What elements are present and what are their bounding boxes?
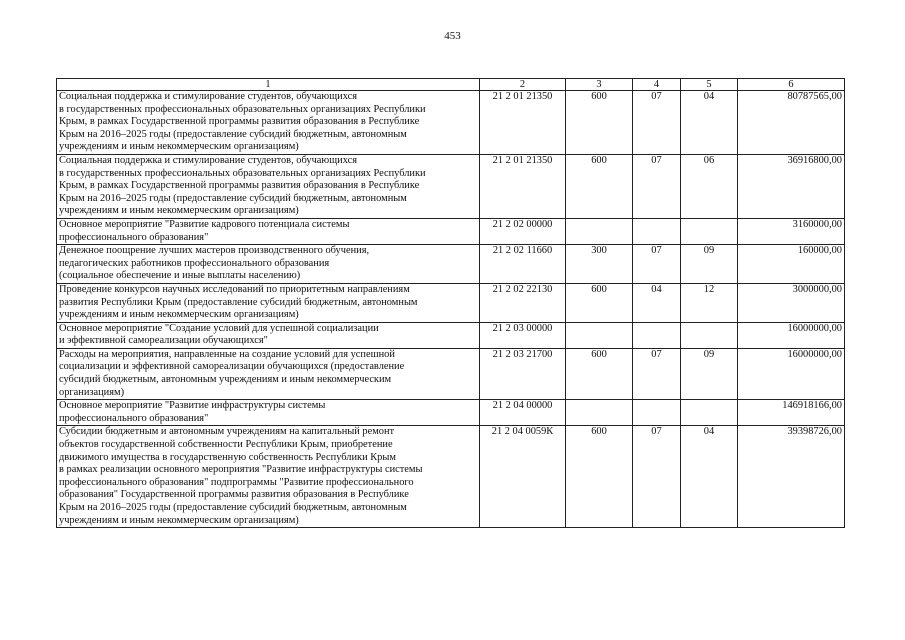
table-header-row xyxy=(57,79,845,91)
description-line: Основное мероприятие "Создание условий для успешной социализации xyxy=(59,322,379,334)
amount-value: 16000000,00 xyxy=(738,348,845,399)
section-code: 04 xyxy=(633,283,681,322)
description-line: Крым на 2016–2025 годы (предоставление субсидий бюджетным, автономным xyxy=(59,128,407,140)
section-code: 07 xyxy=(633,426,681,528)
description-line: профессионального образования" xyxy=(59,412,209,424)
budget-classification-code: 21 2 04 00000 xyxy=(480,400,566,426)
row-description xyxy=(57,154,480,218)
description-line: Социальная поддержка и стимулирование студентов, обучающихся xyxy=(59,154,358,166)
description-line: учреждениям и иным некоммерческим организациям) xyxy=(59,309,299,321)
expense-type-code: 300 xyxy=(566,245,633,284)
expense-type-code: 600 xyxy=(566,426,633,528)
description-line: Крым, в рамках Государственной программы развития образования в Республике xyxy=(59,116,420,128)
budget-classification-code: 21 2 03 21700 xyxy=(480,348,566,399)
section-code: 07 xyxy=(633,245,681,284)
description-line: в государственных профессиональных образовательных организациях Республики xyxy=(59,167,426,179)
description-line: развития Республики Крым (предоставление субсидий бюджетным, автономным xyxy=(59,296,418,308)
description-line: Основное мероприятие "Развитие кадрового потенциала системы xyxy=(59,218,350,230)
amount-value: 3000000,00 xyxy=(738,283,845,322)
expense-type-code xyxy=(566,400,633,426)
description-line: учреждениям и иным некоммерческим организациям) xyxy=(59,205,299,217)
table-body xyxy=(57,91,845,528)
subsection-code xyxy=(681,218,738,244)
amount-value: 3160000,00 xyxy=(738,218,845,244)
table-row xyxy=(57,283,845,322)
expense-type-code: 600 xyxy=(566,283,633,322)
section-code xyxy=(633,322,681,348)
budget-classification-code: 21 2 03 00000 xyxy=(480,322,566,348)
column-header-2: 2 xyxy=(480,79,566,91)
description-line: организациям) xyxy=(59,386,125,398)
amount-value: 36916800,00 xyxy=(738,154,845,218)
table-row xyxy=(57,322,845,348)
expense-type-code: 600 xyxy=(566,154,633,218)
amount-value: 146918166,00 xyxy=(738,400,845,426)
row-description xyxy=(57,348,480,399)
table-row xyxy=(57,154,845,218)
budget-classification-code: 21 2 02 22130 xyxy=(480,283,566,322)
description-line: движимого имущества в государственную собственность Республики Крым xyxy=(59,451,396,463)
subsection-code: 04 xyxy=(681,426,738,528)
column-header-3: 3 xyxy=(566,79,633,91)
column-header-6: 6 xyxy=(738,79,845,91)
description-line: Субсидии бюджетным и автономным учреждениям на капитальный ремонт xyxy=(59,426,395,438)
budget-table xyxy=(56,78,845,528)
description-line: Социальная поддержка и стимулирование студентов, обучающихся xyxy=(59,91,358,102)
table-row xyxy=(57,426,845,528)
table-row xyxy=(57,245,845,284)
expense-type-code xyxy=(566,218,633,244)
table-row xyxy=(57,91,845,155)
row-description xyxy=(57,91,480,155)
subsection-code: 04 xyxy=(681,91,738,155)
description-line: Проведение конкурсов научных исследований по приоритетным направлениям xyxy=(59,283,410,295)
description-line: учреждениям и иным некоммерческим организациям) xyxy=(59,514,299,526)
table-row xyxy=(57,218,845,244)
row-description xyxy=(57,245,480,284)
description-line: Крым на 2016–2025 годы (предоставление субсидий бюджетным, автономным xyxy=(59,192,407,204)
description-line: профессионального образования" xyxy=(59,231,209,243)
budget-classification-code: 21 2 04 0059К xyxy=(480,426,566,528)
section-code: 07 xyxy=(633,348,681,399)
subsection-code: 09 xyxy=(681,245,738,284)
subsection-code: 06 xyxy=(681,154,738,218)
table-row xyxy=(57,400,845,426)
budget-classification-code: 21 2 01 21350 xyxy=(480,91,566,155)
column-header-5: 5 xyxy=(681,79,738,91)
expense-type-code: 600 xyxy=(566,91,633,155)
amount-value: 160000,00 xyxy=(738,245,845,284)
budget-classification-code: 21 2 01 21350 xyxy=(480,154,566,218)
description-line: учреждениям и иным некоммерческим организациям) xyxy=(59,141,299,153)
subsection-code: 09 xyxy=(681,348,738,399)
table-row xyxy=(57,348,845,399)
row-description xyxy=(57,322,480,348)
budget-classification-code: 21 2 02 00000 xyxy=(480,218,566,244)
description-line: Крым на 2016–2025 годы (предоставление субсидий бюджетным, автономным xyxy=(59,502,407,513)
description-line: в государственных профессиональных образовательных организациях Республики xyxy=(59,103,426,115)
description-line: образования" Государственной программы развития образования в Республике xyxy=(59,489,409,501)
subsection-code: 12 xyxy=(681,283,738,322)
amount-value: 80787565,00 xyxy=(738,91,845,155)
amount-value: 16000000,00 xyxy=(738,322,845,348)
row-description xyxy=(57,426,480,528)
section-code xyxy=(633,218,681,244)
description-line: Денежное поощрение лучших мастеров производственного обучения, xyxy=(59,245,370,257)
subsection-code xyxy=(681,400,738,426)
row-description xyxy=(57,283,480,322)
description-line: педагогических работников профессионального образования xyxy=(59,257,330,269)
description-line: (социальное обеспечение и иные выплаты населению) xyxy=(59,270,301,282)
expense-type-code: 600 xyxy=(566,348,633,399)
amount-value: 39398726,00 xyxy=(738,426,845,528)
expense-type-code xyxy=(566,322,633,348)
description-line: субсидий бюджетным, автономным учреждениям и иным некоммерческим xyxy=(59,374,392,386)
subsection-code xyxy=(681,322,738,348)
page-number: 453 xyxy=(444,30,461,42)
budget-classification-code: 21 2 02 11660 xyxy=(480,245,566,284)
section-code xyxy=(633,400,681,426)
description-line: Основное мероприятие "Развитие инфраструктуры системы xyxy=(59,400,326,412)
description-line: социализации и эффективной самореализации обучающихся (предоставление xyxy=(59,361,405,373)
description-line: Расходы на мероприятия, направленные на создание условий для успешной xyxy=(59,348,395,360)
description-line: в рамках реализации основного мероприятия "Развитие инфраструктуры системы xyxy=(59,464,423,476)
description-line: Крым, в рамках Государственной программы развития образования в Республике xyxy=(59,180,420,192)
section-code: 07 xyxy=(633,91,681,155)
section-code: 07 xyxy=(633,154,681,218)
description-line: объектов государственной собственности Республики Крым, приобретение xyxy=(59,439,393,451)
column-header-1: 1 xyxy=(57,79,480,91)
row-description xyxy=(57,400,480,426)
description-line: и эффективной самореализации обучающихся" xyxy=(59,335,268,347)
description-line: профессионального образования" подпрограммы "Развитие профессионального xyxy=(59,476,414,488)
column-header-4: 4 xyxy=(633,79,681,91)
row-description xyxy=(57,218,480,244)
